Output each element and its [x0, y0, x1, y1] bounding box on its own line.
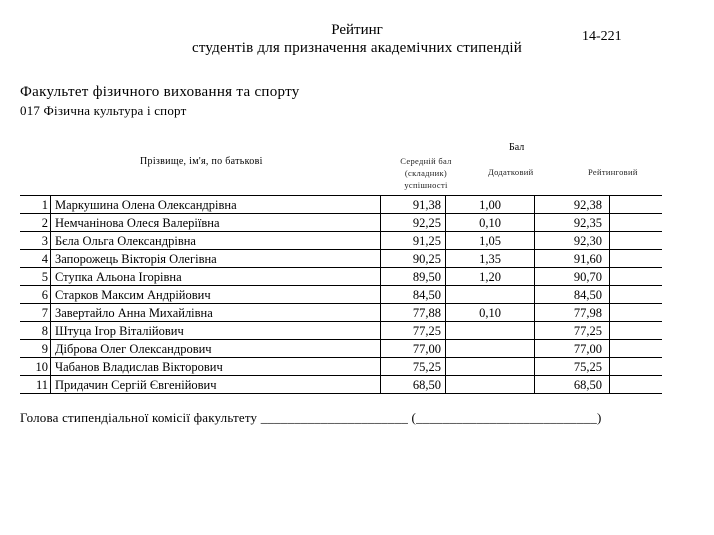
- table-row: [20, 304, 662, 322]
- empty-cell: [610, 376, 663, 394]
- empty-cell: [610, 214, 663, 232]
- additional-score: [446, 376, 535, 394]
- program-name: 017 Фізична культура і спорт: [20, 103, 187, 118]
- student-name: Бєла Ольга Олександрівна: [51, 232, 381, 250]
- empty-cell: [610, 322, 663, 340]
- row-number: 7: [20, 304, 51, 322]
- empty-cell: [610, 250, 663, 268]
- additional-score: 1,00: [446, 196, 535, 214]
- row-number: 3: [20, 232, 51, 250]
- average-score: 91,38: [381, 196, 446, 214]
- student-name: Чабанов Владислав Вікторович: [51, 358, 381, 376]
- table-row: [20, 358, 662, 376]
- column-header-additional: Додатковий: [488, 167, 534, 177]
- faculty-name: Факультет фізичного виховання та спорту: [20, 84, 300, 100]
- column-header-average: Середній бал (складник) успішності: [400, 156, 452, 190]
- empty-cell: [610, 232, 663, 250]
- rating-score: 91,60: [535, 250, 610, 268]
- additional-score: 1,35: [446, 250, 535, 268]
- rating-score: 77,00: [535, 340, 610, 358]
- empty-cell: [610, 268, 663, 286]
- average-score: 68,50: [381, 376, 446, 394]
- column-header-name: Прізвище, ім'я, по батькові: [140, 156, 263, 167]
- rating-table: [20, 195, 662, 394]
- table-row: [20, 268, 662, 286]
- table-row: [20, 214, 662, 232]
- table-row: [20, 232, 662, 250]
- row-number: 6: [20, 286, 51, 304]
- column-group-header-bal: Бал: [509, 142, 525, 153]
- empty-cell: [610, 358, 663, 376]
- rating-score: 77,98: [535, 304, 610, 322]
- average-score: 92,25: [381, 214, 446, 232]
- table-row: [20, 376, 662, 394]
- rating-score: 84,50: [535, 286, 610, 304]
- empty-cell: [610, 340, 663, 358]
- row-number: 2: [20, 214, 51, 232]
- student-name: Немчанінова Олеся Валеріївна: [51, 214, 381, 232]
- rating-score: 92,38: [535, 196, 610, 214]
- row-number: 9: [20, 340, 51, 358]
- rating-score: 92,30: [535, 232, 610, 250]
- average-score: 89,50: [381, 268, 446, 286]
- additional-score: 0,10: [446, 214, 535, 232]
- empty-cell: [610, 286, 663, 304]
- additional-score: [446, 322, 535, 340]
- student-name: Придачин Сергій Євгенійович: [51, 376, 381, 394]
- student-name: Запорожець Вікторія Олегівна: [51, 250, 381, 268]
- additional-score: [446, 340, 535, 358]
- average-score: 91,25: [381, 232, 446, 250]
- row-number: 5: [20, 268, 51, 286]
- average-score: 77,25: [381, 322, 446, 340]
- table-row: [20, 340, 662, 358]
- student-name: Штуца Ігор Віталійович: [51, 322, 381, 340]
- average-score: 77,00: [381, 340, 446, 358]
- additional-score: 0,10: [446, 304, 535, 322]
- rating-score: 92,35: [535, 214, 610, 232]
- student-name: Маркушина Олена Олександрівна: [51, 196, 381, 214]
- table-row: [20, 250, 662, 268]
- document-number: 14-221: [582, 29, 622, 44]
- row-number: 10: [20, 358, 51, 376]
- average-score: 90,25: [381, 250, 446, 268]
- average-score: 75,25: [381, 358, 446, 376]
- rating-score: 77,25: [535, 322, 610, 340]
- signature-line: Голова стипендіальної комісії факультету ______________________ (___________________________): [20, 410, 602, 425]
- empty-cell: [610, 196, 663, 214]
- rating-score: 90,70: [535, 268, 610, 286]
- empty-cell: [610, 304, 663, 322]
- document-subtitle: студентів для призначення академічних стипендій: [191, 40, 523, 56]
- rating-score: 68,50: [535, 376, 610, 394]
- table-row: [20, 196, 662, 214]
- student-name: Діброва Олег Олександрович: [51, 340, 381, 358]
- row-number: 1: [20, 196, 51, 214]
- student-name: Старков Максим Андрійович: [51, 286, 381, 304]
- row-number: 8: [20, 322, 51, 340]
- additional-score: [446, 286, 535, 304]
- additional-score: [446, 358, 535, 376]
- student-name: Завертайло Анна Михайлівна: [51, 304, 381, 322]
- row-number: 4: [20, 250, 51, 268]
- table-row: [20, 322, 662, 340]
- row-number: 11: [20, 376, 51, 394]
- document-title: Рейтинг: [331, 22, 383, 38]
- additional-score: 1,05: [446, 232, 535, 250]
- rating-score: 75,25: [535, 358, 610, 376]
- average-score: 77,88: [381, 304, 446, 322]
- student-name: Ступка Альона Ігорівна: [51, 268, 381, 286]
- table-row: [20, 286, 662, 304]
- average-score: 84,50: [381, 286, 446, 304]
- column-header-rating: Рейтинговий: [588, 167, 638, 177]
- additional-score: 1,20: [446, 268, 535, 286]
